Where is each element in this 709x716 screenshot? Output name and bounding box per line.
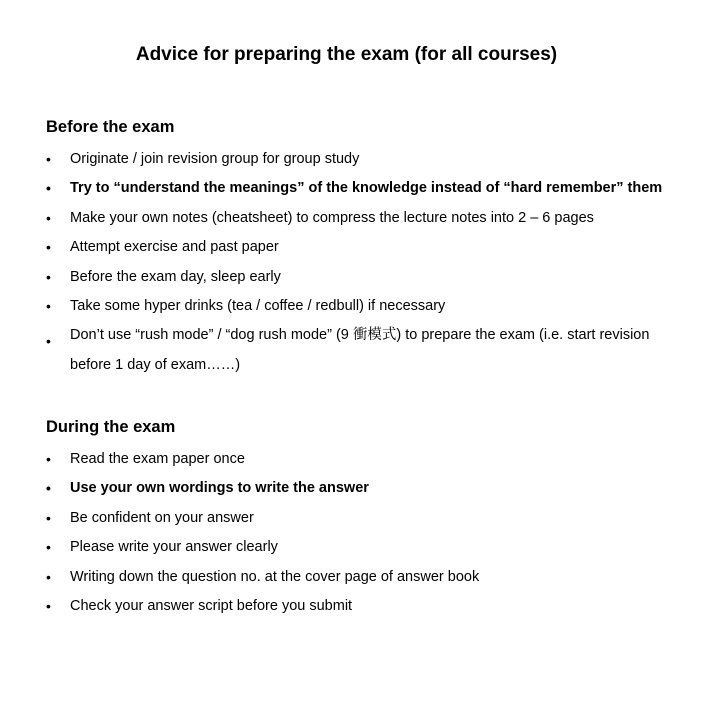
list-item bbox=[46, 297, 686, 315]
during-exam-list bbox=[46, 450, 686, 626]
section-heading-during-exam: During the exam bbox=[46, 418, 176, 436]
list-item-text-part: ) to prepare the exam (i.e. start revision before 1 day of exam……) bbox=[70, 327, 650, 374]
bullet-icon: • bbox=[46, 539, 51, 556]
list-item bbox=[46, 320, 686, 380]
list-item-text: Be confident on your answer bbox=[70, 509, 254, 526]
list-item bbox=[46, 538, 686, 556]
list-item-text: Check your answer script before you submit bbox=[70, 597, 353, 614]
list-item-text: Read the exam paper once bbox=[70, 451, 245, 467]
bullet-icon: • bbox=[46, 451, 51, 467]
list-item bbox=[46, 450, 686, 468]
bullet-icon: • bbox=[46, 597, 51, 614]
bullet-icon: • bbox=[46, 209, 51, 226]
bullet-icon: • bbox=[46, 480, 51, 497]
bullet-icon: • bbox=[46, 509, 51, 526]
list-item bbox=[46, 179, 686, 197]
bullet-icon: • bbox=[46, 568, 51, 585]
list-item-text bbox=[70, 327, 649, 373]
bullet-icon: • bbox=[46, 180, 51, 197]
list-item bbox=[46, 238, 686, 256]
bullet-icon: • bbox=[46, 268, 51, 285]
before-exam-list bbox=[46, 150, 686, 392]
list-item-text: Make your own notes (cheatsheet) to compress the lecture notes into 2 – 6 pages bbox=[70, 209, 594, 226]
list-item bbox=[46, 209, 686, 227]
list-item bbox=[46, 568, 686, 586]
list-item-text: Use your own wordings to write the answer bbox=[70, 480, 369, 497]
bullet-icon: • bbox=[46, 151, 51, 167]
list-item-text: Before the exam day, sleep early bbox=[70, 268, 281, 285]
list-item-text: Please write your answer clearly bbox=[70, 539, 278, 556]
list-item bbox=[46, 268, 686, 286]
bullet-icon: • bbox=[46, 333, 51, 350]
list-item-cjk-text: 衝模式 bbox=[352, 327, 397, 344]
list-item-text: Originate / join revision group for group study bbox=[70, 151, 360, 167]
section-heading-before-exam: Before the exam bbox=[46, 118, 175, 136]
list-item-text: Attempt exercise and past paper bbox=[70, 239, 279, 256]
list-item bbox=[46, 479, 686, 497]
bullet-icon: • bbox=[46, 297, 51, 314]
list-item bbox=[46, 597, 686, 615]
list-item bbox=[46, 150, 686, 168]
list-item bbox=[46, 509, 686, 527]
list-item-text-part: Don’t use “rush mode” / “dog rush mode” (9 bbox=[70, 327, 353, 344]
list-item-text: Writing down the question no. at the cover page of answer book bbox=[70, 568, 480, 585]
document-title: Advice for preparing the exam (for all courses) bbox=[135, 44, 558, 65]
bullet-icon: • bbox=[46, 239, 51, 256]
list-item-text: Take some hyper drinks (tea / coffee / redbull) if necessary bbox=[70, 297, 446, 314]
list-item-text: Try to “understand the meanings” of the knowledge instead of “hard remember” them bbox=[70, 180, 663, 197]
